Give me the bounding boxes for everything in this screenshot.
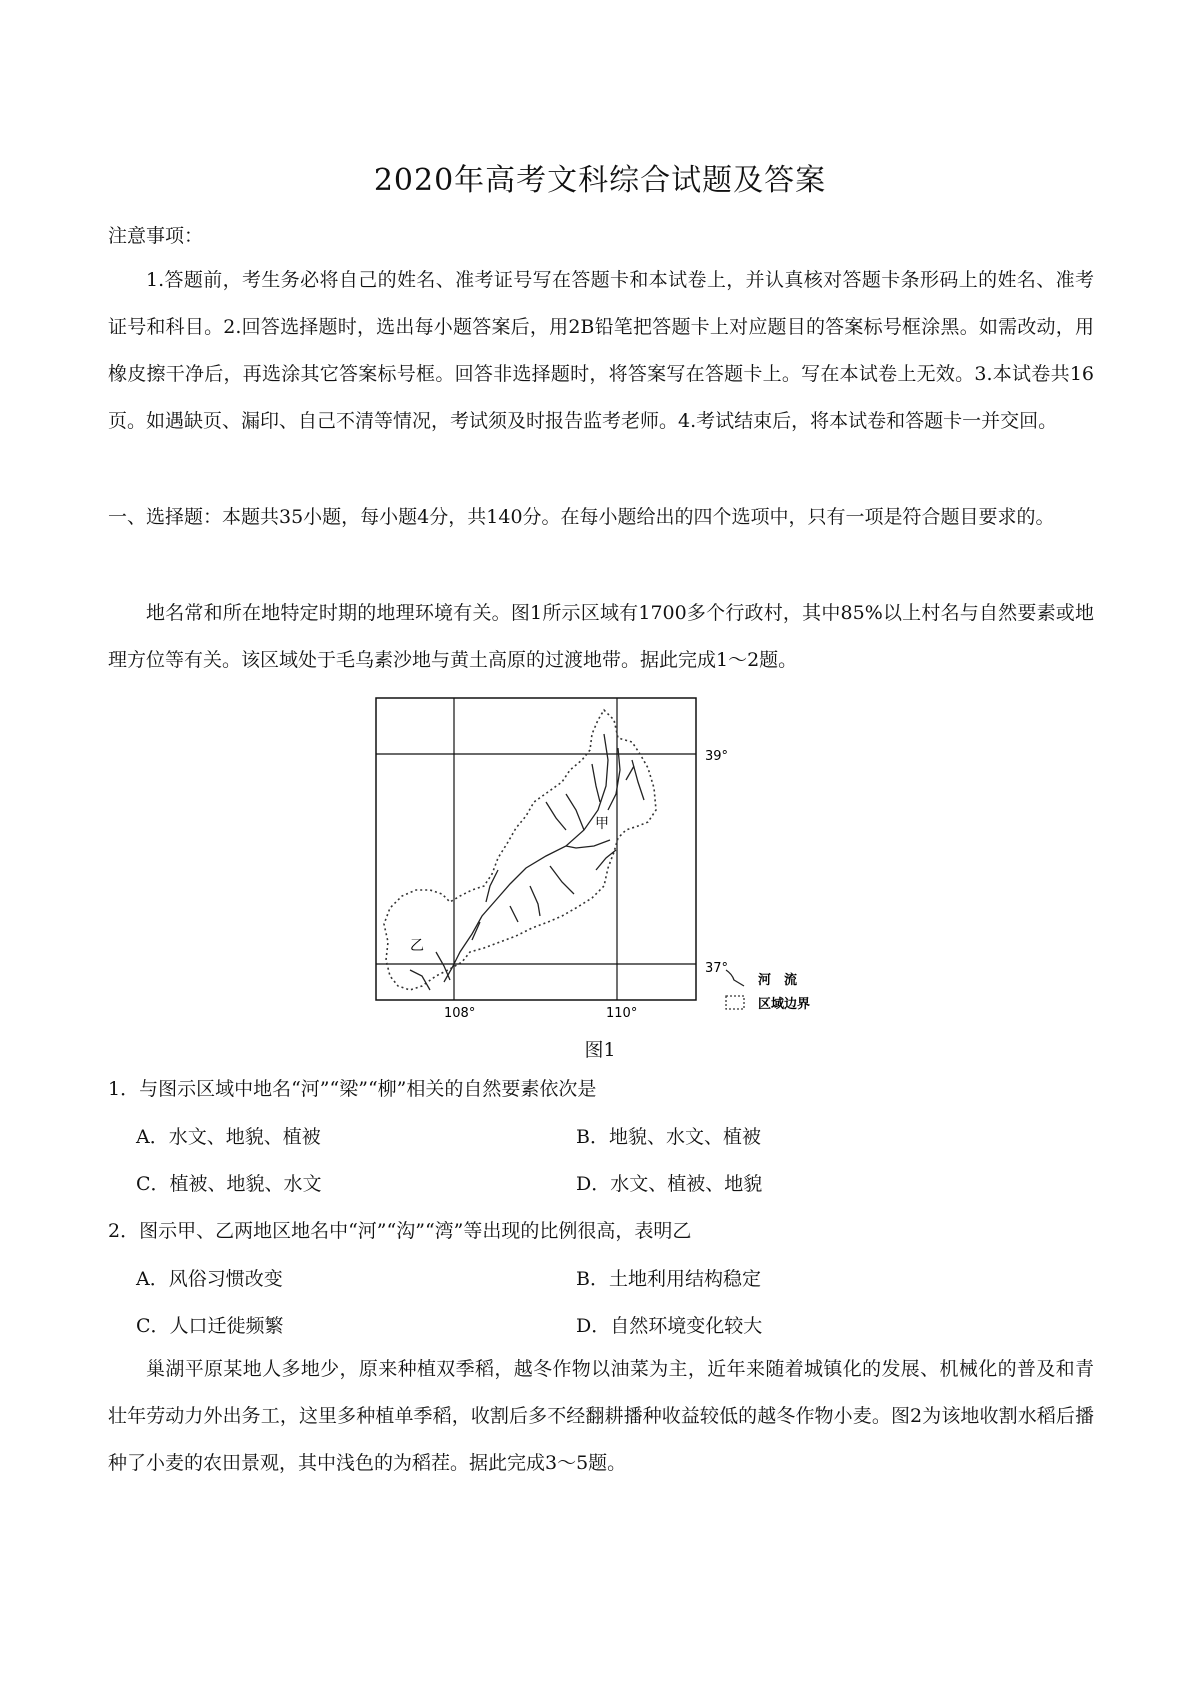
intro-paragraph-2: 巢湖平原某地人多地少，原来种植双季稻，越冬作物以油菜为主，近年来随着城镇化的发展、机械化的普及和青壮年劳动力外出务工，这里多种植单季稻，收割后多不经翻耕播种收益较低的越冬作物小麦。图2为该地收割水稻后播种了小麦的农田景观，其中浅色的为稻茬。据此完成3～5题。 <box>108 1358 1094 1474</box>
question-1-option-b: B．地貌、水文、植被 <box>576 1126 761 1148</box>
question-1-option-a: A．水文、地貌、植被 <box>136 1126 321 1148</box>
legend-boundary-label: 区域边界 <box>758 997 811 1012</box>
section-heading: 一、选择题：本题共35小题，每小题4分，共140分。在每小题给出的四个选项中，只有一项是符合题目要求的。 <box>108 506 1055 528</box>
question-1-option-c: C．植被、地貌、水文 <box>136 1173 322 1195</box>
question-1-option-d: D．水文、植被、地貌 <box>576 1173 763 1195</box>
notice-label: 注意事项： <box>108 225 204 247</box>
notice-paragraph: 1.答题前，考生务必将自己的姓名、准考证号写在答题卡和本试卷上，并认真核对答题卡条形码上的姓名、准考证号和科目。2.回答选择题时，选出每小题答案后，用2B铅笔把答题卡上对应题目的答案标号框涂黑。如需改动，用橡皮擦干净后，再选涂其它答案标号框。回答非选择题时，将答案写在答题卡上。写在本试卷上无效。3.本试卷共16页。如遇缺页、漏印、自己不清等情况，考试须及时报告监考老师。4.考试结束后，将本试卷和答题卡一并交回。 <box>108 269 1094 432</box>
region-yi-label: 乙 <box>410 938 424 954</box>
legend-river-symbol <box>726 970 744 986</box>
question-1-stem: 1．与图示区域中地名“河”“梁”“柳”相关的自然要素依次是 <box>108 1078 597 1100</box>
question-2-option-c: C．人口迁徙频繁 <box>136 1315 284 1337</box>
region-jia-label: 甲 <box>595 816 609 832</box>
question-2-stem: 2．图示甲、乙两地区地名中“河”“沟”“湾”等出现的比例很高，表明乙 <box>108 1220 692 1242</box>
document-title: 2020年高考文科综合试题及答案 <box>373 163 827 198</box>
question-2-option-a: A．风俗习惯改变 <box>136 1268 283 1290</box>
lon-108-label: 108° <box>444 1006 476 1020</box>
question-2-option-d: D．自然环境变化较大 <box>576 1315 763 1337</box>
question-2-option-b: B．土地利用结构稳定 <box>576 1268 761 1290</box>
lon-110-label: 110° <box>606 1006 638 1020</box>
rivers <box>410 734 644 990</box>
lat-39-label: 39° <box>705 749 729 764</box>
intro-paragraph-1: 地名常和所在地特定时期的地理环境有关。图1所示区域有1700多个行政村，其中85%以上村名与自然要素或地理方位等有关。该区域处于毛乌素沙地与黄土高原的过渡地带。据此完成1～2题。 <box>108 602 1094 671</box>
legend-boundary-symbol <box>726 996 744 1009</box>
legend-river-label: 河 流 <box>758 973 798 988</box>
figure-1-caption: 图1 <box>584 1039 616 1061</box>
map-frame <box>376 698 696 1000</box>
figure-1-map <box>370 690 840 1020</box>
lat-37-label: 37° <box>705 961 729 976</box>
